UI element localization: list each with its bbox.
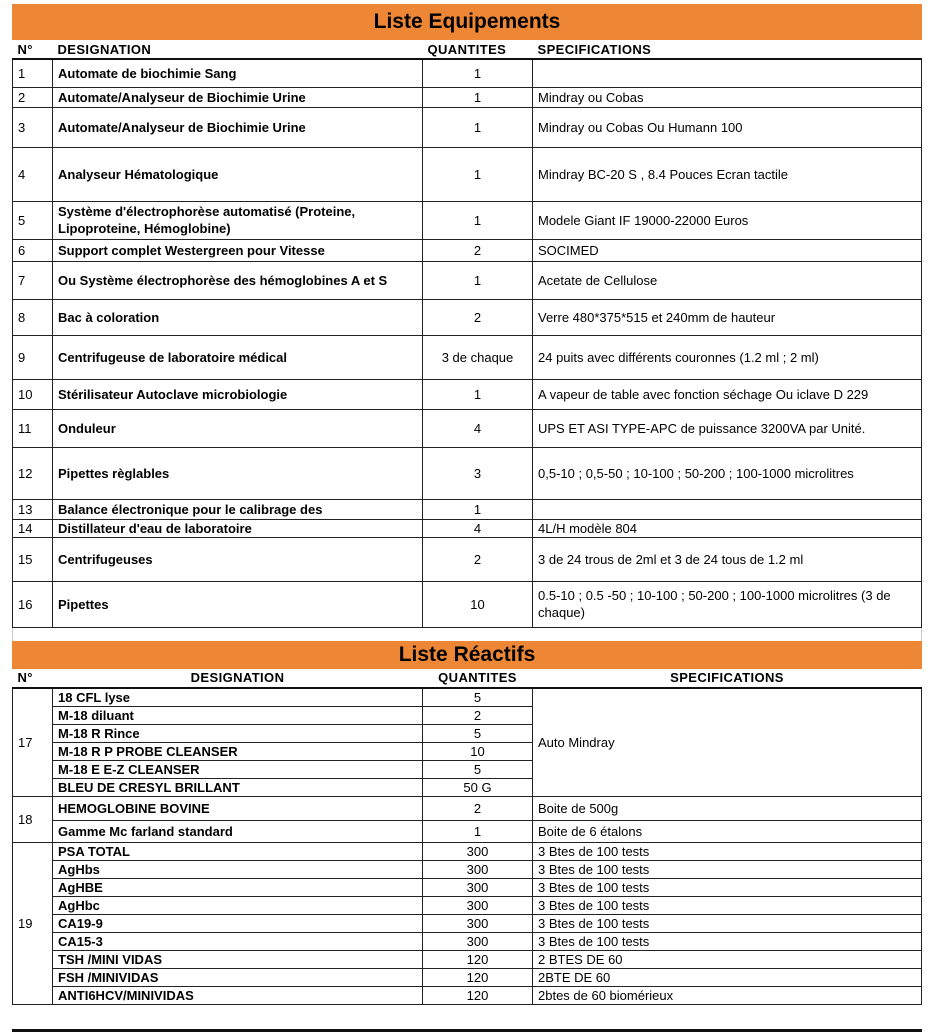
row-designation: HEMOGLOBINE BOVINE	[53, 796, 423, 820]
row-specification: 2BTE DE 60	[533, 968, 922, 986]
row-number: 16	[13, 581, 53, 627]
table-row	[13, 878, 922, 896]
group-number: 17	[13, 688, 53, 797]
row-designation: Onduleur	[53, 409, 423, 447]
header-specifications: SPECIFICATIONS	[533, 669, 922, 688]
row-specification: 3 Btes de 100 tests	[533, 860, 922, 878]
row-quantity: 4	[423, 409, 533, 447]
table-row	[13, 261, 922, 299]
row-number: 7	[13, 261, 53, 299]
equipment-table	[12, 40, 922, 628]
table-row	[13, 950, 922, 968]
row-quantity: 50 G	[423, 778, 533, 796]
row-number: 6	[13, 239, 53, 261]
group-specification: Auto Mindray	[533, 688, 922, 797]
row-number: 4	[13, 147, 53, 201]
table-row	[13, 201, 922, 239]
row-designation: AgHBE	[53, 878, 423, 896]
row-specification: SOCIMED	[533, 239, 922, 261]
equipment-title-banner	[12, 4, 922, 40]
row-designation: Pipettes	[53, 581, 423, 627]
row-number: 3	[13, 107, 53, 147]
header-designation: DESIGNATION	[53, 669, 423, 688]
row-quantity: 1	[423, 261, 533, 299]
row-specification: 3 Btes de 100 tests	[533, 932, 922, 950]
row-number: 13	[13, 499, 53, 519]
row-designation: FSH /MINIVIDAS	[53, 968, 423, 986]
row-number: 5	[13, 201, 53, 239]
row-designation: M-18 diluant	[53, 706, 423, 724]
row-specification: 2 BTES DE 60	[533, 950, 922, 968]
row-designation: BLEU DE CRESYL BRILLANT	[53, 778, 423, 796]
row-quantity: 300	[423, 842, 533, 860]
table-row	[13, 107, 922, 147]
row-specification: 3 Btes de 100 tests	[533, 878, 922, 896]
reagents-header-row	[13, 669, 922, 688]
row-quantity: 1	[423, 147, 533, 201]
table-row	[13, 688, 922, 707]
row-number: 10	[13, 379, 53, 409]
row-specification: UPS ET ASI TYPE-APC de puissance 3200VA par Unité.	[533, 409, 922, 447]
row-quantity: 4	[423, 519, 533, 537]
row-designation: TSH /MINI VIDAS	[53, 950, 423, 968]
table-row	[13, 820, 922, 842]
reagents-rows	[13, 688, 922, 1005]
row-quantity: 300	[423, 878, 533, 896]
row-quantity: 3 de chaque	[423, 335, 533, 379]
row-quantity: 1	[423, 201, 533, 239]
row-quantity: 2	[423, 537, 533, 581]
row-designation: Bac à coloration	[53, 299, 423, 335]
row-quantity: 1	[423, 87, 533, 107]
row-designation: Stérilisateur Autoclave microbiologie	[53, 379, 423, 409]
row-specification: 2btes de 60 biomérieux	[533, 986, 922, 1004]
row-quantity: 3	[423, 447, 533, 499]
row-quantity: 5	[423, 724, 533, 742]
reagents-title-banner	[12, 641, 922, 669]
table-row	[13, 519, 922, 537]
row-quantity: 1	[423, 379, 533, 409]
table-row	[13, 537, 922, 581]
table-row	[13, 59, 922, 87]
row-specification: Modele Giant IF 19000-22000 Euros	[533, 201, 922, 239]
table-row	[13, 842, 922, 860]
table-row	[13, 896, 922, 914]
table-row	[13, 447, 922, 499]
row-quantity: 10	[423, 581, 533, 627]
table-row	[13, 409, 922, 447]
row-specification: Mindray BC-20 S , 8.4 Pouces Ecran tactile	[533, 147, 922, 201]
row-designation: Automate de biochimie Sang	[53, 59, 423, 87]
row-quantity: 1	[423, 59, 533, 87]
row-quantity: 2	[423, 706, 533, 724]
header-designation: DESIGNATION	[53, 40, 423, 59]
header-quantity: QUANTITES	[423, 669, 533, 688]
table-row	[13, 299, 922, 335]
row-number: 8	[13, 299, 53, 335]
row-specification: Acetate de Cellulose	[533, 261, 922, 299]
row-designation: M-18 R P PROBE CLEANSER	[53, 742, 423, 760]
header-num: N°	[13, 669, 53, 688]
group-number: 18	[13, 796, 53, 842]
equipment-rows	[13, 59, 922, 627]
row-specification: 0.5-10 ; 0.5 -50 ; 10-100 ; 50-200 ; 100-1000 microlitres (3 de chaque)	[533, 581, 922, 627]
table-row	[13, 499, 922, 519]
row-quantity: 300	[423, 914, 533, 932]
row-designation: Automate/Analyseur de Biochimie Urine	[53, 87, 423, 107]
header-num: N°	[13, 40, 53, 59]
table-row	[13, 986, 922, 1004]
row-quantity: 120	[423, 968, 533, 986]
section-gap	[12, 628, 922, 641]
row-specification: 4L/H modèle 804	[533, 519, 922, 537]
row-quantity: 1	[423, 107, 533, 147]
row-designation: ANTI6HCV/MINIVIDAS	[53, 986, 423, 1004]
row-designation: Analyseur Hématologique	[53, 147, 423, 201]
row-specification: 3 Btes de 100 tests	[533, 914, 922, 932]
table-row	[13, 914, 922, 932]
table-row	[13, 581, 922, 627]
row-designation: Gamme Mc farland standard	[53, 820, 423, 842]
row-specification: Mindray ou Cobas	[533, 87, 922, 107]
row-designation: Centrifugeuses	[53, 537, 423, 581]
table-row	[13, 239, 922, 261]
table-row	[13, 860, 922, 878]
row-quantity: 300	[423, 896, 533, 914]
row-quantity: 120	[423, 986, 533, 1004]
equipment-title: Liste Equipements	[373, 10, 561, 33]
row-number: 2	[13, 87, 53, 107]
row-designation: Système d'électrophorèse automatisé (Proteine, Lipoproteine, Hémoglobine)	[53, 201, 423, 239]
row-quantity: 1	[423, 499, 533, 519]
row-designation: Centrifugeuse de laboratoire médical	[53, 335, 423, 379]
header-quantity: QUANTITES	[423, 40, 533, 59]
row-number: 12	[13, 447, 53, 499]
row-number: 11	[13, 409, 53, 447]
table-row	[13, 87, 922, 107]
row-designation: Pipettes règlables	[53, 447, 423, 499]
row-designation: AgHbs	[53, 860, 423, 878]
row-specification: Verre 480*375*515 et 240mm de hauteur	[533, 299, 922, 335]
row-number: 9	[13, 335, 53, 379]
row-number: 14	[13, 519, 53, 537]
row-quantity: 2	[423, 796, 533, 820]
row-quantity: 5	[423, 688, 533, 707]
reagents-table	[12, 669, 922, 1005]
row-designation: Automate/Analyseur de Biochimie Urine	[53, 107, 423, 147]
row-designation: M-18 E E-Z CLEANSER	[53, 760, 423, 778]
row-designation: Ou Système électrophorèse des hémoglobines A et S	[53, 261, 423, 299]
row-designation: Distillateur d'eau de laboratoire	[53, 519, 423, 537]
row-quantity: 5	[423, 760, 533, 778]
row-quantity: 10	[423, 742, 533, 760]
row-specification: Boite de 500g	[533, 796, 922, 820]
row-quantity: 120	[423, 950, 533, 968]
table-row	[13, 968, 922, 986]
row-designation: Support complet Westergreen pour Vitesse	[53, 239, 423, 261]
table-row	[13, 796, 922, 820]
row-designation: 18 CFL lyse	[53, 688, 423, 707]
row-number: 15	[13, 537, 53, 581]
table-row	[13, 379, 922, 409]
table-row	[13, 335, 922, 379]
row-designation: PSA TOTAL	[53, 842, 423, 860]
row-specification: 3 Btes de 100 tests	[533, 896, 922, 914]
group-number: 19	[13, 842, 53, 1004]
row-specification: A vapeur de table avec fonction séchage Ou iclave D 229	[533, 379, 922, 409]
header-specifications: SPECIFICATIONS	[533, 40, 922, 59]
row-designation: CA19-9	[53, 914, 423, 932]
row-specification	[533, 59, 922, 87]
row-designation: Balance électronique pour le calibrage des	[53, 499, 423, 519]
row-quantity: 2	[423, 299, 533, 335]
row-specification: Boite de 6 étalons	[533, 820, 922, 842]
spreadsheet	[12, 4, 922, 1005]
table-row	[13, 932, 922, 950]
row-specification: 24 puits avec différents couronnes (1.2 ml ; 2 ml)	[533, 335, 922, 379]
row-designation: M-18 R Rince	[53, 724, 423, 742]
table-row	[13, 147, 922, 201]
row-designation: AgHbc	[53, 896, 423, 914]
row-specification: Mindray ou Cobas Ou Humann 100	[533, 107, 922, 147]
row-specification: 3 Btes de 100 tests	[533, 842, 922, 860]
row-specification	[533, 499, 922, 519]
row-specification: 3 de 24 trous de 2ml et 3 de 24 tous de 1.2 ml	[533, 537, 922, 581]
row-quantity: 1	[423, 820, 533, 842]
row-quantity: 300	[423, 860, 533, 878]
bottom-border	[12, 1029, 922, 1032]
row-number: 1	[13, 59, 53, 87]
reagents-title: Liste Réactifs	[398, 642, 536, 666]
row-quantity: 2	[423, 239, 533, 261]
row-specification: 0,5-10 ; 0,5-50 ; 10-100 ; 50-200 ; 100-1000 microlitres	[533, 447, 922, 499]
equipment-header-row	[13, 40, 922, 59]
row-designation: CA15-3	[53, 932, 423, 950]
row-quantity: 300	[423, 932, 533, 950]
